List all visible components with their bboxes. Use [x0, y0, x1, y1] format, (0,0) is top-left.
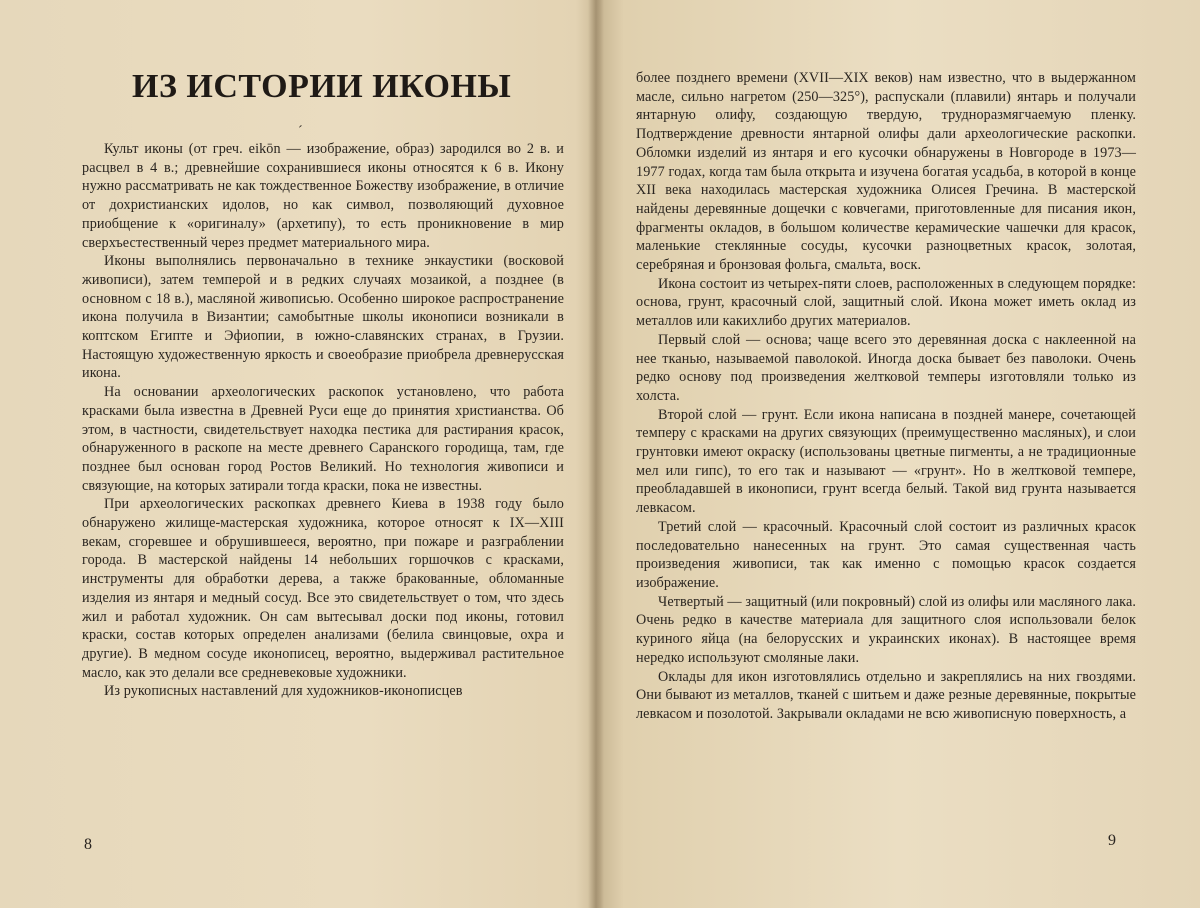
paragraph: Икона состоит из четырех-пяти слоев, расположенных в следующем порядке: основа, грунт, красочный слой, защитный слой. Икона может иметь оклад из металлов или какихлибо других материалов. — [636, 275, 1136, 330]
right-page — [602, 0, 1200, 908]
paragraph: Четвертый — защитный (или покровный) слой из олифы или масляного лака. Очень редко в качестве материала для защитного слоя использовали белок куриного яйца (на белорусских и украинских иконах). В настоящее время нередко используют смоляные лаки. — [636, 593, 1136, 666]
page-number: 8 — [84, 836, 92, 853]
paragraph: Второй слой — грунт. Если икона написана в поздней манере, сочетающей темперу с красками на других связующих (преимущественно масляных), и слои грунтовки имеют окраску (использованы цветные пигменты, а не традиционные мел или гипс), то его так и называют — «грунт». Но в желтковой темпере, преобладавшей в иконописи, грунт всегда белый. Такой вид грунта называется левкасом. — [636, 406, 1136, 517]
paragraph: Оклады для икон изготовлялись отдельно и закреплялись на них гвоздями. Они бывают из металлов, тканей с шитьем и даже резные деревянные, покрытые левкасом и позолотой. Закрывали окладами не всю живописную поверхность, а — [636, 668, 1136, 722]
right-text-block — [636, 69, 1136, 724]
paragraph: Первый слой — основа; чаще всего это деревянная доска с наклеенной на нее тканью, называемой паволокой. Иногда доска бывает без паволоки. Очень редко основу под произведения желтковой темперы изготовляли только из холста. — [636, 331, 1136, 404]
paragraph: Иконы выполнялись первоначально в технике энкаустики (восковой живописи), затем темперой и в редких случаях мозаикой, а позднее (в основном с 18 в.), масляной живописью. Особенно широкое распространение икона получила в Византии; самобытные школы иконописи возникали в коптском Египте и Эфиопии, в южно-славянских странах, в Грузии. Настоящую художественную яркость и своеобразие приобрела древнерусская икона. — [82, 253, 564, 382]
paragraph: При археологических раскопках древнего Киева в 1938 году было обнаружено жилище-мастерская художника, которое относят к IX—XIII векам, сгоревшее и обрушившееся, вероятно, при пожаре и разграблении города. В мастерской найдены 14 небольших горшочков с красками, инструменты для обработки дерева, а также бракованные, обломанные изделия из янтаря и медный сосуд. Все это свидетельствует о том, что здесь жил и работал художник. Он сам вытесывал доски под иконы, готовил краски, состав которых определен анализами (белила свинцовые, охра и другие). В медном сосуде иконописец, вероятно, выдерживал растительное масло, как это делали все средневековые художники. — [82, 496, 564, 681]
page-number: 9 — [1108, 832, 1116, 849]
paragraph: На основании археологических раскопок установлено, что работа красками была известна в Древней Руси еще до принятия христианства. Об этом, в частности, свидетельствует находка пестика для растирания красок, обнаруженного в раскопе на месте древнего Саранского городища, там, где позднее был основан город Ростов Великий. Но технология живописи и связующие, на которых затирали тогда краски, пока не известны. — [82, 384, 564, 494]
left-page — [0, 0, 594, 908]
accent-mark: ´ — [298, 124, 303, 139]
chapter-title: ИЗ ИСТОРИИ ИКОНЫ — [132, 68, 512, 105]
paragraph: Третий слой — красочный. Красочный слой состоит из различных красок последовательно нанесенных на грунт. Это самая существенная часть произведения живописи, так как именно с помощью красок создается изображение. — [636, 518, 1136, 591]
paragraph: Культ иконы (от греч. eikōn — изображение, образ) зародился во 2 в. и расцвел в 4 в.; древнейшие сохранившиеся иконы относятся к 6 в. Икону нужно рассматривать не как тождественное Божеству изображение, в отличие от дохристианских идолов, но как символ, позволяющий духовное приобщение к «оригиналу» (архетипу), то есть проникновение в мир сверхъестественный через предмет материального мира. — [82, 141, 564, 251]
left-text-block — [82, 140, 564, 701]
paragraph: Из рукописных наставлений для художников-иконописцев — [104, 683, 463, 700]
paragraph: более позднего времени (XVII—XIX веков) нам известно, что в выдержанном масле, сильно нагретом (250—325°), распускали (плавили) янтарь и получали янтарную олифу, создающую твердую, трудноразмягчаемую пленку. Подтверждение древности янтарной олифы дали археологические раскопки. Обломки изделий из янтаря и его кусочки обнаружены в Новгороде в 1973—1977 годах, когда там была открыта и изучена богатая усадьба, в которой в конце XII века находилась мастерская художника Олисея Гречина. В мастерской найдены деревянные дощечки с ковчегами, приготовленные для писания икон, фрагменты окладов, в большом количестве керамические чашечки для красок, маленькие стеклянные сосуды, кусочки разноцветных красок, золотая, серебряная и бронзовая фольга, смальта, воск. — [636, 70, 1136, 274]
